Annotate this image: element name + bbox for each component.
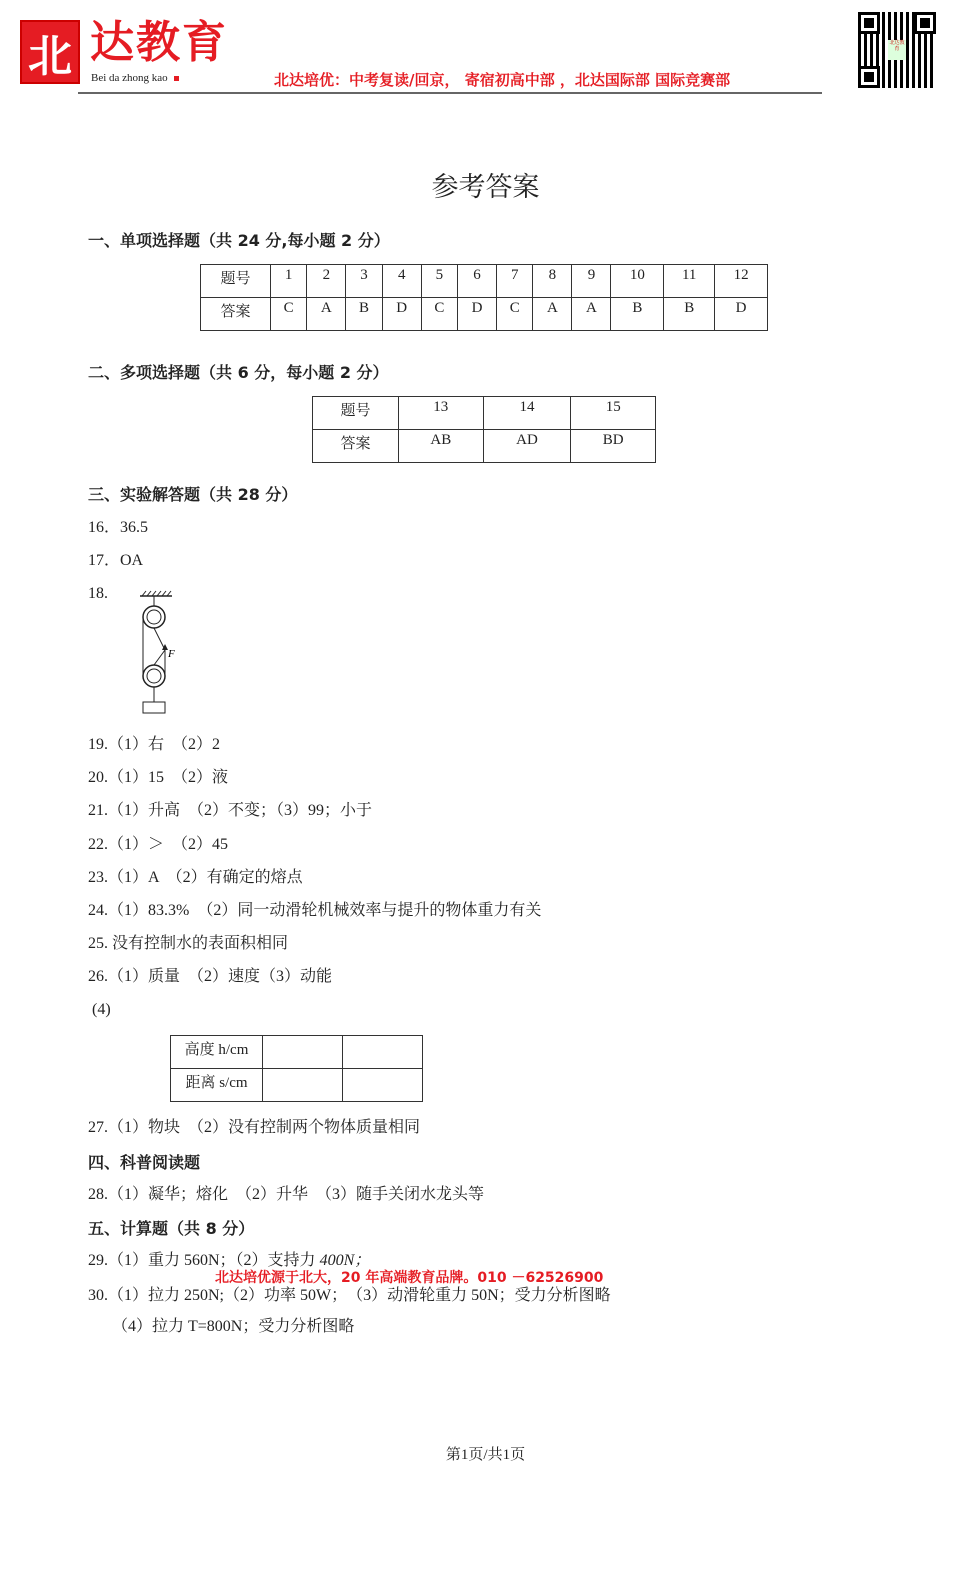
table-cell: 10 <box>611 265 664 298</box>
table-cell: 14 <box>483 397 571 430</box>
table-cell: 15 <box>571 397 656 430</box>
row-label: 高度 h/cm <box>171 1036 263 1069</box>
table-cell: B <box>346 298 382 331</box>
answer-19: 19.（1）右 （2）2 <box>88 736 221 753</box>
multi-choice-answer-table <box>312 396 656 463</box>
answer-30: 30.（1）拉力 250N;（2）功率 50W； （3）动滑轮重力 50N；受力分析图略 <box>88 1287 611 1304</box>
table-row <box>171 1069 423 1102</box>
answer-27: 27.（1）物块 （2）没有控制两个物体质量相同 <box>88 1119 421 1136</box>
answer-26: 26.（1）质量 （2）速度（3）动能 <box>88 968 333 986</box>
table-cell: D <box>382 298 421 331</box>
table-cell: C <box>421 298 457 331</box>
logo-subtitle-text: Bei da zhong kao <box>91 72 168 84</box>
table-cell <box>343 1036 423 1069</box>
force-label: F <box>168 648 175 660</box>
answer-29 <box>88 1252 370 1270</box>
table-cell: B <box>611 298 664 331</box>
row-label: 答案 <box>313 430 399 463</box>
table-cell: 9 <box>572 265 611 298</box>
page-footer: 第1页/共1页 <box>445 1447 526 1463</box>
promo-banner: 北达培优源于北大，20 年高端教育品牌。010 －62526900 <box>215 1270 604 1286</box>
table-cell: 4 <box>382 265 421 298</box>
single-choice-answer-table <box>200 264 768 331</box>
answer-23: 23.（1）A （2）有确定的熔点 <box>88 868 303 886</box>
table-row <box>201 265 768 298</box>
table-cell: B <box>664 298 715 331</box>
table-cell: BD <box>571 430 656 463</box>
table-cell: C <box>271 298 307 331</box>
answer-24: 24.（1）83.3% （2）同一动滑轮机械效率与提升的物体重力有关 <box>88 902 542 919</box>
table-row <box>313 430 656 463</box>
table-cell: AB <box>399 430 484 463</box>
qr-center-text: 北达教育 <box>888 40 906 60</box>
table-cell: 2 <box>307 265 346 298</box>
answer-17: 17．OA <box>88 552 144 569</box>
table-cell: 5 <box>421 265 457 298</box>
table-cell: 8 <box>533 265 572 298</box>
pulley-diagram <box>130 590 190 716</box>
table-cell: D <box>715 298 768 331</box>
row-label: 题号 <box>313 397 399 430</box>
answer-16: 16．36.5 <box>88 519 149 536</box>
table-row <box>201 298 768 331</box>
table-cell: 3 <box>346 265 382 298</box>
table-cell: AD <box>483 430 571 463</box>
table-cell: 13 <box>399 397 484 430</box>
table-cell: A <box>533 298 572 331</box>
section-1-heading: 一、单项选择题（共 24 分,每小题 2 分） <box>88 231 390 250</box>
logo-mark: 北 <box>20 20 80 84</box>
logo-subtitle <box>91 72 179 85</box>
table-cell <box>263 1036 343 1069</box>
answer-21: 21.（1）升高 （2）不变；（3）99；小于 <box>88 802 373 820</box>
table-cell <box>263 1069 343 1102</box>
answer-20: 20.（1）15 （2）液 <box>88 769 229 787</box>
answer-29-text: 29.（1）重力 560N；（2）支持力 <box>88 1252 320 1269</box>
table-cell: 7 <box>497 265 533 298</box>
table-cell: A <box>307 298 346 331</box>
table-cell: 11 <box>664 265 715 298</box>
qr-code-icon <box>858 12 936 88</box>
section-4-heading: 四、科普阅读题 <box>88 1153 201 1172</box>
table-cell: 6 <box>458 265 497 298</box>
height-distance-table <box>170 1035 423 1102</box>
answer-28: 28.（1）凝华；熔化 （2）升华 （3）随手关闭水龙头等 <box>88 1186 485 1203</box>
table-cell: A <box>572 298 611 331</box>
logo-text: 达教育 <box>90 17 228 68</box>
table-cell: C <box>497 298 533 331</box>
answer-18: 18. <box>88 585 108 602</box>
section-5-heading: 五、计算题（共 8 分） <box>88 1219 255 1238</box>
answer-30-4: （4）拉力 T=800N；受力分析图略 <box>112 1318 355 1335</box>
table-cell: 12 <box>715 265 768 298</box>
table-cell <box>343 1069 423 1102</box>
row-label: 距离 s/cm <box>171 1069 263 1102</box>
page-title: 参考答案 <box>431 172 540 203</box>
row-label: 答案 <box>201 298 271 331</box>
section-2-heading: 二、多项选择题（共 6 分，每小题 2 分） <box>88 363 389 382</box>
row-label: 题号 <box>201 265 271 298</box>
answer-22: 22.（1）＞ （2）45 <box>88 835 229 853</box>
section-3-heading: 三、实验解答题（共 28 分） <box>88 485 298 504</box>
answer-25: 25. 没有控制水的表面积相同 <box>88 935 289 953</box>
table-cell: D <box>458 298 497 331</box>
answer-26-4-label: (4) <box>92 1001 111 1018</box>
table-row <box>171 1036 423 1069</box>
header-divider <box>78 92 822 94</box>
header-slogan: 北达培优：中考复读/回京， 寄宿初高中部 ，北达国际部 国际竞赛部 <box>274 71 731 89</box>
table-cell: 1 <box>271 265 307 298</box>
answer-29-value: 400N； <box>319 1252 371 1269</box>
table-row <box>313 397 656 430</box>
